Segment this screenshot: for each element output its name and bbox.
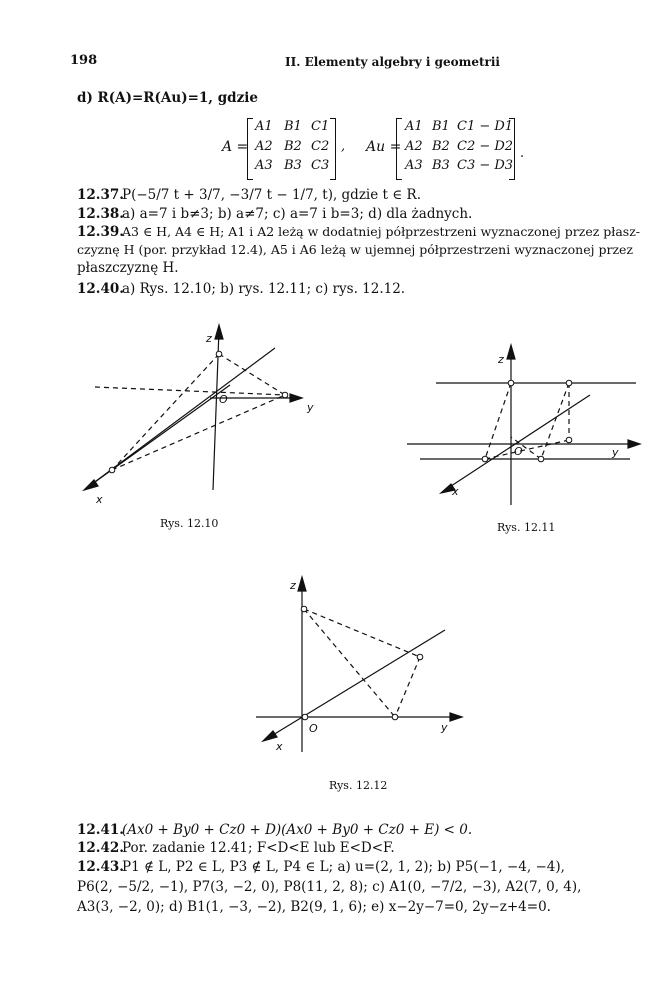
answer-text: A3 ∈ H, A4 ∈ H; A1 i A2 leżą w dodatniej półprzestrzeni wyznaczonej przez płasz- — [122, 224, 641, 239]
matrix-a-cell: B2 — [284, 139, 302, 154]
fig2-caption: Rys. 12.11 — [497, 521, 556, 534]
answer-text: a) Rys. 12.10; b) rys. 12.11; c) rys. 12.12. — [122, 281, 406, 297]
answer-text: a) a=7 i b≠3; b) a≠7; c) a=7 i b=3; d) dla żadnych. — [122, 206, 473, 222]
fig1-o-label: O — [219, 393, 228, 406]
matrix-a-cell: A1 — [255, 119, 273, 134]
answer-number: 12.41. — [77, 822, 124, 838]
matrix-au-cell: A3 — [405, 158, 423, 173]
answer-text: P1 ∉ L, P2 ∈ L, P3 ∉ L, P4 ∈ L; a) u=(2, 1, 2); b) P5(−1, −4, −4), — [122, 859, 565, 875]
matrix-au-cell: B3 — [432, 158, 450, 173]
fig3-o-label: O — [309, 722, 318, 735]
matrix-a-label: A = — [222, 139, 249, 155]
matrix-a-cell: C1 — [311, 119, 330, 134]
answer-number: 12.37. — [77, 187, 124, 203]
fig3-caption: Rys. 12.12 — [329, 779, 388, 792]
matrix-au-cell: A2 — [405, 139, 423, 154]
matrix-au-cell: B2 — [432, 139, 450, 154]
answer-number: 12.40. — [77, 281, 124, 297]
matrix-a-cell: B1 — [284, 119, 302, 134]
item-d: d) R(A)=R(Au)=1, gdzie — [77, 90, 258, 106]
matrix-a-cell: A2 — [255, 139, 273, 154]
matrix-au-cell: C2 − D2 — [457, 139, 514, 154]
fig2-o-label: O — [514, 445, 523, 458]
answer-text: (Ax0 + By0 + Cz0 + D)(Ax0 + By0 + Cz0 + E) < 0. — [122, 822, 473, 838]
answer-number: 12.39. — [77, 224, 124, 240]
chapter-title: II. Elementy algebry i geometrii — [285, 55, 500, 69]
fig3-z-label: z — [290, 579, 296, 592]
matrix-au-label: Au = — [366, 139, 402, 155]
matrix-a-cell: B3 — [284, 158, 302, 173]
fig2-z-label: z — [498, 353, 504, 366]
matrix-au-cell: C1 − D1 — [457, 119, 514, 134]
fig1-x-label: x — [96, 493, 103, 506]
page-number: 198 — [70, 53, 98, 68]
fig2-x-label: x — [452, 485, 459, 498]
answer-text: P6(2, −5/2, −1), P7(3, −2, 0), P8(11, 2, 8); c) A1(0, −7/2, −3), A2(7, 0, 4), — [77, 879, 582, 895]
matrix-a-cell: C3 — [311, 158, 330, 173]
answer-number: 12.43. — [77, 859, 124, 875]
matrix-a-cell: A3 — [255, 158, 273, 173]
matrix-a-cell: C2 — [311, 139, 330, 154]
matrix-au-cell: A1 — [405, 119, 423, 134]
fig3-x-label: x — [276, 740, 283, 753]
matrix-au-cell: B1 — [432, 119, 450, 134]
answer-text: Por. zadanie 12.41; F<D<E lub E<D<F. — [122, 840, 395, 856]
fig1-y-label: y — [307, 401, 314, 414]
fig2-y-label: y — [612, 446, 619, 459]
answer-number: 12.38. — [77, 206, 124, 222]
answer-number: 12.42. — [77, 840, 124, 856]
answer-text: P(−5/7 t + 3/7, −3/7 t − 1/7, t), gdzie t ∈ R. — [122, 187, 421, 203]
answer-text: A3(3, −2, 0); d) B1(1, −3, −2), B2(9, 1, 6); e) x−2y−7=0, 2y−z+4=0. — [77, 899, 551, 915]
answer-text: czyznę H (por. przykład 12.4), A5 i A6 leżą w ujemnej półprzestrzeni wyznaczonej przez — [77, 242, 634, 257]
fig3-y-label: y — [441, 721, 448, 734]
matrix-separator: , — [341, 139, 346, 154]
matrix-au-cell: C3 − D3 — [457, 158, 514, 173]
fig1-z-label: z — [206, 332, 212, 345]
matrix-end: . — [520, 146, 525, 161]
answer-text: płaszczyznę H. — [77, 260, 179, 276]
fig1-caption: Rys. 12.10 — [160, 517, 219, 530]
